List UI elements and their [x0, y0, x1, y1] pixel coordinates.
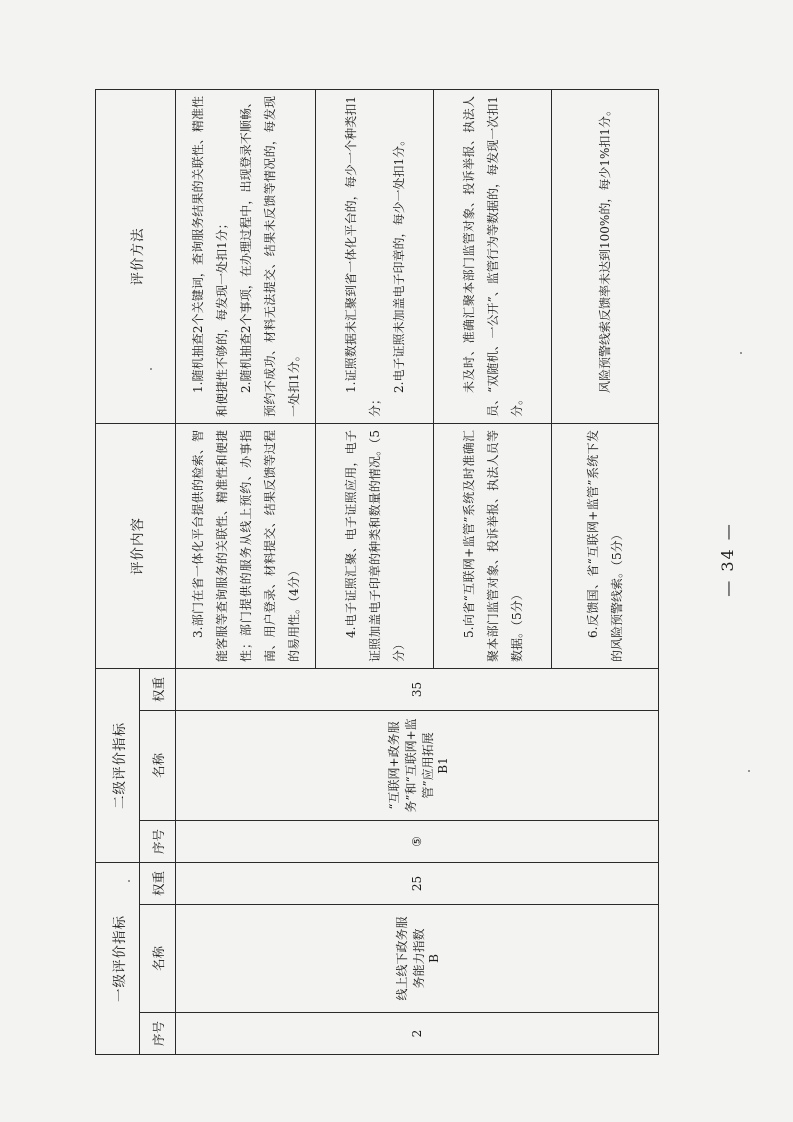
- l1-weight-cell: 25: [176, 862, 659, 904]
- content-text-6: 6.反馈国、省“互联网+监管”系统下发的风险预警线索。（5分）: [586, 429, 624, 662]
- l2-weight-cell: 35: [176, 668, 659, 710]
- method-cell-5: [434, 89, 552, 423]
- method-header: 评价方法: [96, 89, 176, 423]
- method-cell-4: [316, 89, 434, 423]
- level2-indicator-header: 二级评价指标: [96, 668, 140, 862]
- l1-seq-header: 序号: [140, 1013, 176, 1055]
- l1-name-text: 线上线下政务服务能力指数: [395, 916, 426, 1001]
- content-text-5: 5.向省“互联网+监管”系统及时准确汇聚本部门监管对象、投诉举报、执法人员等数据。（5分）: [461, 429, 524, 662]
- evaluation-table: [95, 89, 659, 1055]
- l2-seq-cell: ⑤: [176, 820, 659, 862]
- scan-speck: [128, 880, 130, 882]
- l1-name-header: 名称: [140, 905, 176, 1013]
- content-cell-4: [316, 423, 434, 668]
- l2-weight-header: 权重: [140, 668, 176, 710]
- l1-code-text: B: [427, 954, 441, 963]
- l1-seq-cell: 2: [176, 1013, 659, 1055]
- page-number: — 34 —: [717, 522, 737, 597]
- l2-name-header: 名称: [140, 710, 176, 820]
- level1-indicator-header: 一级评价指标: [96, 862, 140, 1054]
- method-cell-3: [176, 89, 316, 423]
- scan-speck: [748, 770, 750, 772]
- table-row: [176, 89, 316, 1054]
- l1-name-cell: [176, 905, 659, 1013]
- content-cell-6: [552, 423, 659, 668]
- method-text-3-2: 2.随机抽查2个事项，在办理过程中，出现登录不顺畅、预约不成功、材料无法提交、结果未反馈等情况的，每发现一处扣1分。: [238, 95, 301, 417]
- content-text-4: 4.电子证照汇聚、电子证照应用，电子证照加盖电子印章的种类和数量的情况。（5分）: [343, 429, 406, 662]
- content-cell-5: [434, 423, 552, 668]
- method-cell-6: [552, 89, 659, 423]
- method-text-6-1: 风险预警线索反馈率未达到100%的，每少1%扣1分。: [598, 103, 612, 393]
- l2-code-text: B1: [435, 757, 450, 774]
- scan-speck: [150, 368, 152, 370]
- method-text-4-1: 1.证照数据未汇聚到省一体化平台的，每少一个种类扣1分；: [343, 95, 382, 417]
- header-row-1: [96, 89, 140, 1054]
- l2-name-text: “互联网+政务服务”和“互联网+监管”应用拓展: [386, 718, 435, 813]
- method-text-4-2: 2.电子证照未加盖电子印章的，每少一处扣1分。: [391, 133, 406, 393]
- l1-weight-header: 权重: [140, 862, 176, 904]
- content-text-3: 3.部门在省一体化平台提供的检索、智能客服等查询服务的关联性、精准性和便捷性；部门提供的服务从线上预约、办事指南、用户登录、材料提交、结果反馈等过程的易用性。（4分）: [190, 429, 301, 662]
- content-header: 评价内容: [96, 423, 176, 668]
- l2-name-cell: [176, 710, 659, 820]
- content-cell-3: [176, 423, 316, 668]
- method-text-3-1: 1.随机抽查2个关键词，查询服务结果的关联性、精准性和便捷性不够的，每发现一处扣1分；: [190, 95, 229, 417]
- rotated-table-sheet: [95, 90, 658, 1055]
- scan-speck: [740, 352, 742, 354]
- l2-seq-header: 序号: [140, 820, 176, 862]
- method-text-5-1: 未及时、准确汇聚本部门监管对象、投诉举报、执法人员、“双随机、一公开”、监管行为等数据的，每发现一次扣1分。: [461, 95, 524, 417]
